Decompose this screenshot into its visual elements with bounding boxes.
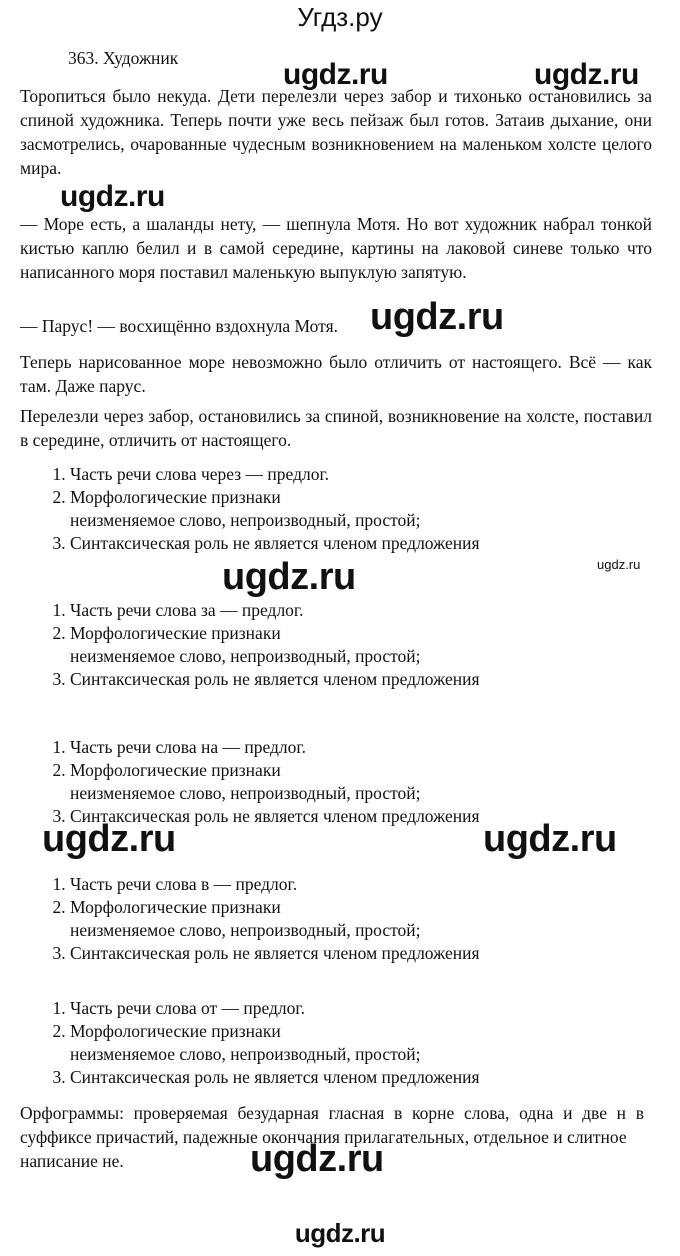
watermark: ugdz.ru bbox=[283, 58, 388, 91]
analysis-syntax: 3. Синтаксическая роль не является членом предложения bbox=[70, 668, 670, 691]
analysis-morph bbox=[70, 486, 670, 532]
analysis-list-1 bbox=[40, 463, 670, 555]
paragraph-2: — Море есть, а шаланды нету, — шепнула Мотя. Но вот художник набрал тонкой кистью каплю белил и в самой середине, картины на лаковой синеве только что написанного моря поставил маленькую выпуклую запятую. bbox=[20, 214, 652, 282]
analysis-syntax: 3. Синтаксическая роль не является членом предложения bbox=[70, 805, 670, 828]
paragraph-3: — Парус! — восхищённо вздохнула Мотя. bbox=[20, 316, 339, 336]
analysis-morph-detail: неизменяемое слово, непроизводный, простой; bbox=[70, 510, 421, 530]
site-title: Угдз.ру bbox=[297, 2, 383, 32]
watermark: ugdz.ru bbox=[222, 556, 356, 598]
orthograms-text-end: написание не. bbox=[20, 1151, 124, 1171]
exercise-title: 363. Художник bbox=[68, 48, 179, 68]
analysis-morph-label: Морфологические признаки bbox=[70, 760, 281, 780]
text-block-5 bbox=[20, 404, 652, 452]
text-block-4 bbox=[20, 350, 652, 398]
watermark: ugdz.ru bbox=[534, 58, 639, 91]
analysis-part-of-speech: 1. Часть речи слова за — предлог. bbox=[70, 599, 670, 622]
analysis-morph bbox=[70, 759, 670, 805]
analysis-morph-label: Морфологические признаки bbox=[70, 487, 281, 507]
watermark: ugdz.ru bbox=[42, 818, 176, 860]
analysis-morph-label: Морфологические признаки bbox=[70, 623, 281, 643]
analysis-morph-detail: неизменяемое слово, непроизводный, простой; bbox=[70, 646, 421, 666]
footer-watermark: ugdz.ru bbox=[294, 1218, 386, 1248]
text-block-1 bbox=[20, 84, 652, 180]
paragraph-1: Торопиться было некуда. Дети перелезли через забор и тихонько остановились за спиной художника. Теперь почти уже весь пейзаж был готов. Затаив дыхание, они засмотрелись, очарованные чудесным возникновением на маленьком холсте целого мира. bbox=[20, 86, 652, 178]
analysis-list-2 bbox=[40, 599, 670, 691]
analysis-morph-detail: неизменяемое слово, непроизводный, простой; bbox=[70, 1044, 421, 1064]
analysis-morph-label: Морфологические признаки bbox=[70, 1021, 281, 1041]
analysis-part-of-speech: 1. Часть речи слова через — предлог. bbox=[70, 463, 670, 486]
orthograms-text: Орфограммы: проверяемая безударная гласная в корне слова, одна и две н в суффиксе причастий, падежные окончания прилагательных, отдельное и слитное bbox=[20, 1103, 644, 1147]
watermark: ugdz.ru bbox=[483, 818, 617, 860]
text-block-3 bbox=[20, 314, 652, 338]
analysis-syntax: 3. Синтаксическая роль не является членом предложения bbox=[70, 1066, 670, 1089]
analysis-part-of-speech: 1. Часть речи слова от — предлог. bbox=[70, 997, 670, 1020]
text-block-2 bbox=[20, 212, 652, 284]
watermark: ugdz.ru bbox=[60, 180, 165, 213]
analysis-list-3 bbox=[40, 736, 670, 828]
analysis-morph-detail: неизменяемое слово, непроизводный, простой; bbox=[70, 783, 421, 803]
analysis-part-of-speech: 1. Часть речи слова на — предлог. bbox=[70, 736, 670, 759]
paragraph-5: Перелезли через забор, остановились за спиной, возникновение на холсте, поставил в середине, отличить от настоящего. bbox=[20, 406, 652, 450]
watermark: ugdz.ru bbox=[250, 1138, 384, 1180]
watermark: ugdz.ru bbox=[370, 296, 504, 338]
watermark: ugdz.ru bbox=[597, 557, 641, 572]
analysis-syntax: 3. Синтаксическая роль не является членом предложения bbox=[70, 532, 670, 555]
analysis-morph bbox=[70, 1020, 670, 1066]
analysis-syntax: 3. Синтаксическая роль не является членом предложения bbox=[70, 942, 670, 965]
analysis-morph-label: Морфологические признаки bbox=[70, 897, 281, 917]
paragraph-4: Теперь нарисованное море невозможно было отличить от настоящего. Всё — как там. Даже парус. bbox=[20, 352, 652, 396]
analysis-morph-detail: неизменяемое слово, непроизводный, простой; bbox=[70, 920, 421, 940]
analysis-list-5 bbox=[40, 997, 670, 1089]
analysis-morph bbox=[70, 622, 670, 668]
analysis-part-of-speech: 1. Часть речи слова в — предлог. bbox=[70, 873, 670, 896]
analysis-morph bbox=[70, 896, 670, 942]
analysis-list-4 bbox=[40, 873, 670, 965]
